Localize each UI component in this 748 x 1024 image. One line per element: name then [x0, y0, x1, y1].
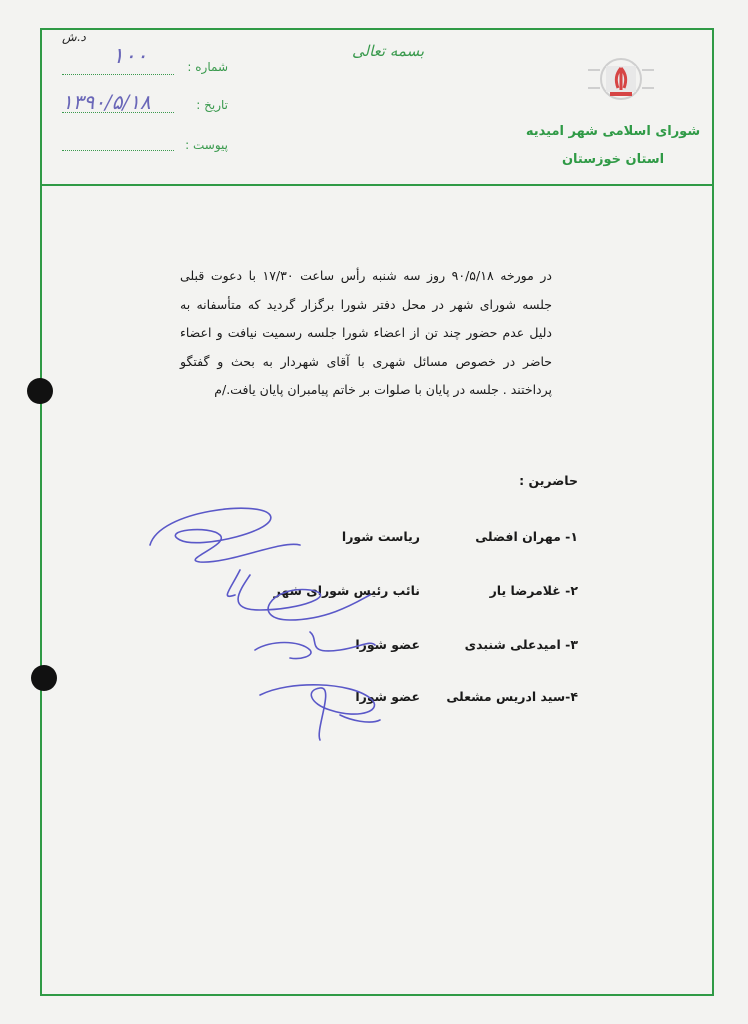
number-dotted-line: [62, 74, 174, 75]
number-handwritten: ۱۰۰: [112, 44, 148, 69]
corner-note: د.ش: [62, 30, 86, 44]
header-divider: [40, 184, 714, 186]
signatures-group: [140, 500, 430, 750]
signature-3: [255, 632, 375, 659]
attach-label: پیوست :: [185, 138, 228, 152]
council-name: شورای اسلامی شهر امیدیه: [525, 124, 701, 139]
signature-4: [260, 685, 380, 740]
attendee-name: ۳- امیدعلی شنبدی: [464, 637, 578, 652]
attendee-role: نائب رئیس شورای شهر: [273, 583, 420, 598]
signature-1: [150, 508, 300, 562]
attendee-name: ۲- غلامرضا یار: [489, 583, 578, 598]
date-handwritten: ۱۳۹۰/۵/۱۸: [62, 90, 151, 114]
number-label: شماره :: [187, 60, 228, 74]
attendees-heading: حاضرین :: [519, 473, 578, 488]
attendee-role: عضو شورا: [355, 689, 420, 704]
date-label: تاریخ :: [196, 98, 228, 112]
minutes-paragraph: در مورخه ۹۰/۵/۱۸ روز سه شنبه رأس ساعت ۱۷/۳۰ با دعوت قبلی جلسه شورای شهر در محل دفتر شورا برگزار گردید که متأسفانه به دلیل عدم حضور چند تن از اعضاء شورا جلسه رسمیت نیافت و اعضاء حاضر در خصوص مسائل شهری با آقای شهردار به بحث و گفتگو پرداختند . جلسه در پایان با صلوات بر خاتم پیامبران پایان یافت./م: [180, 268, 552, 397]
attach-dotted-line: [62, 150, 174, 151]
attendee-name: ۱- مهران افضلی: [475, 529, 578, 544]
iran-emblem-icon: [580, 50, 662, 108]
attendee-name: ۴-سید ادریس مشعلی: [446, 689, 578, 704]
attendee-role: عضو شورا: [355, 637, 420, 652]
punch-hole-top: [27, 378, 53, 404]
attendee-role: ریاست شورا: [341, 529, 420, 544]
province-name: استان خوزستان: [561, 152, 665, 167]
signature-2: [227, 570, 370, 620]
punch-hole-bottom: [31, 665, 57, 691]
bismillah: بسمه تعالی: [352, 42, 425, 60]
